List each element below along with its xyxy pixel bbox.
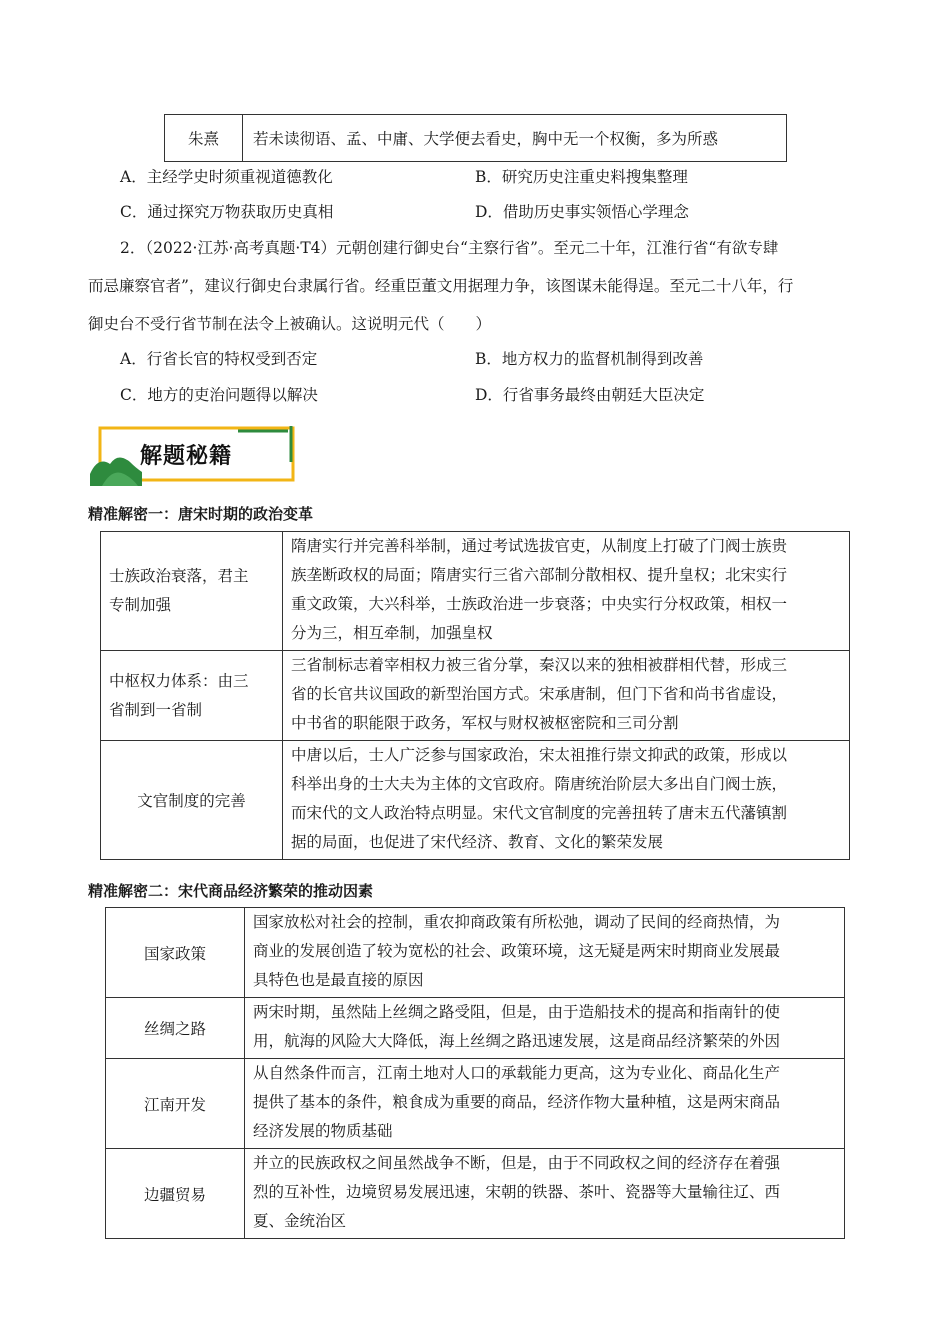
q1-option-b[interactable]: B．研究历史注重史料搜集整理: [475, 168, 688, 186]
section1-row2-content: 三省制标志着宰相权力被三省分掌，秦汉以来的独相被群相代替，形成三 省的长官共议国政的新型治国方式。宋承唐制，但门下省和尚书省虚设， 中书省的职能限于政务，军权与财权被枢密院和三司分割: [283, 651, 850, 741]
section1-title: 精准解密一：唐宋时期的政治变革: [88, 505, 314, 523]
table-row: [101, 651, 850, 741]
q2-option-d[interactable]: D．行省事务最终由朝廷大臣决定: [475, 386, 705, 404]
section2-title: 精准解密二：宋代商品经济繁荣的推动因素: [88, 882, 374, 900]
table-row: [101, 532, 850, 651]
quote-table: [164, 114, 787, 162]
quote-text: 若未读彻语、孟、中庸、大学便去看史，胸中无一个权衡，多为所惑: [243, 115, 787, 162]
section1-row2-key: 中枢权力体系：由三 省制到一省制: [101, 651, 283, 741]
section1-row3-content: 中唐以后，士人广泛参与国家政治，宋太祖推行崇文抑武的政策，形成以 科举出身的士大夫为主体的文官政府。隋唐统治阶层大多出自门阀士族， 而宋代的文人政治特点明显。宋代文官制度的完善扭转了唐末五代藩镇割 据的局面，也促进了宋代经济、教育、文化的繁荣发展: [283, 741, 850, 860]
section1-table: [100, 531, 850, 860]
banner-title: 解题秘籍: [140, 444, 233, 469]
section2-row4-key: 边疆贸易: [106, 1149, 245, 1239]
section1-row1-content: 隋唐实行并完善科举制，通过考试选拔官吏，从制度上打破了门阀士族贵 族垄断政权的局面；隋唐实行三省六部制分散相权、提升皇权；北宋实行 重文政策，大兴科举，士族政治进一步衰落；中央实行分权政策，相权一 分为三，相互牵制，加强皇权: [283, 532, 850, 651]
section1-row3-key: 文官制度的完善: [101, 741, 283, 860]
q2-option-b[interactable]: B．地方权力的监督机制得到改善: [475, 350, 704, 368]
q2-stem-line-1: 2．（2022·江苏·高考真题·T4）元朝创建行御史台“主察行省”。至元二十年，江淮行省“有欲专肆: [120, 239, 779, 257]
q1-option-c[interactable]: C．通过探究万物获取历史真相: [120, 203, 334, 221]
section2-row1-key: 国家政策: [106, 908, 245, 998]
tips-banner: [88, 422, 298, 488]
q2-stem-line-2: 而忌廉察官者”，建议行御史台隶属行省。经重臣董文用据理力争，该图谋未能得逞。至元二十八年，行: [88, 277, 794, 295]
q1-option-a[interactable]: A．主经学史时须重视道德教化: [120, 168, 333, 186]
q2-stem-line-3: 御史台不受行省节制在法令上被确认。这说明元代（ ）: [88, 315, 492, 333]
quote-author: 朱熹: [165, 115, 243, 162]
section2-table: [105, 907, 845, 1239]
table-row: [106, 1059, 845, 1149]
q2-option-c[interactable]: C．地方的吏治问题得以解决: [120, 386, 318, 404]
q1-option-d[interactable]: D．借助历史事实领悟心学理念: [475, 203, 689, 221]
section2-row2-content: 两宋时期，虽然陆上丝绸之路受阻，但是，由于造船技术的提高和指南针的使 用，航海的风险大大降低，海上丝绸之路迅速发展，这是商品经济繁荣的外因: [245, 998, 845, 1059]
q2-option-a[interactable]: A．行省长官的特权受到否定: [120, 350, 318, 368]
table-row: [106, 1149, 845, 1239]
section2-row3-key: 江南开发: [106, 1059, 245, 1149]
section2-row3-content: 从自然条件而言，江南土地对人口的承载能力更高，这为专业化、商品化生产 提供了基本的条件，粮食成为重要的商品，经济作物大量种植，这是两宋商品 经济发展的物质基础: [245, 1059, 845, 1149]
table-row: [101, 741, 850, 860]
section1-row1-key: 士族政治衰落，君主 专制加强: [101, 532, 283, 651]
section2-row2-key: 丝绸之路: [106, 998, 245, 1059]
section2-row4-content: 并立的民族政权之间虽然战争不断，但是，由于不同政权之间的经济存在着强 烈的互补性，边境贸易发展迅速，宋朝的铁器、茶叶、瓷器等大量输往辽、西 夏、金统治区: [245, 1149, 845, 1239]
table-row: [106, 908, 845, 998]
table-row: [106, 998, 845, 1059]
section2-row1-content: 国家放松对社会的控制，重农抑商政策有所松弛，调动了民间的经商热情，为 商业的发展创造了较为宽松的社会、政策环境，这无疑是两宋时期商业发展最 具特色也是最直接的原因: [245, 908, 845, 998]
